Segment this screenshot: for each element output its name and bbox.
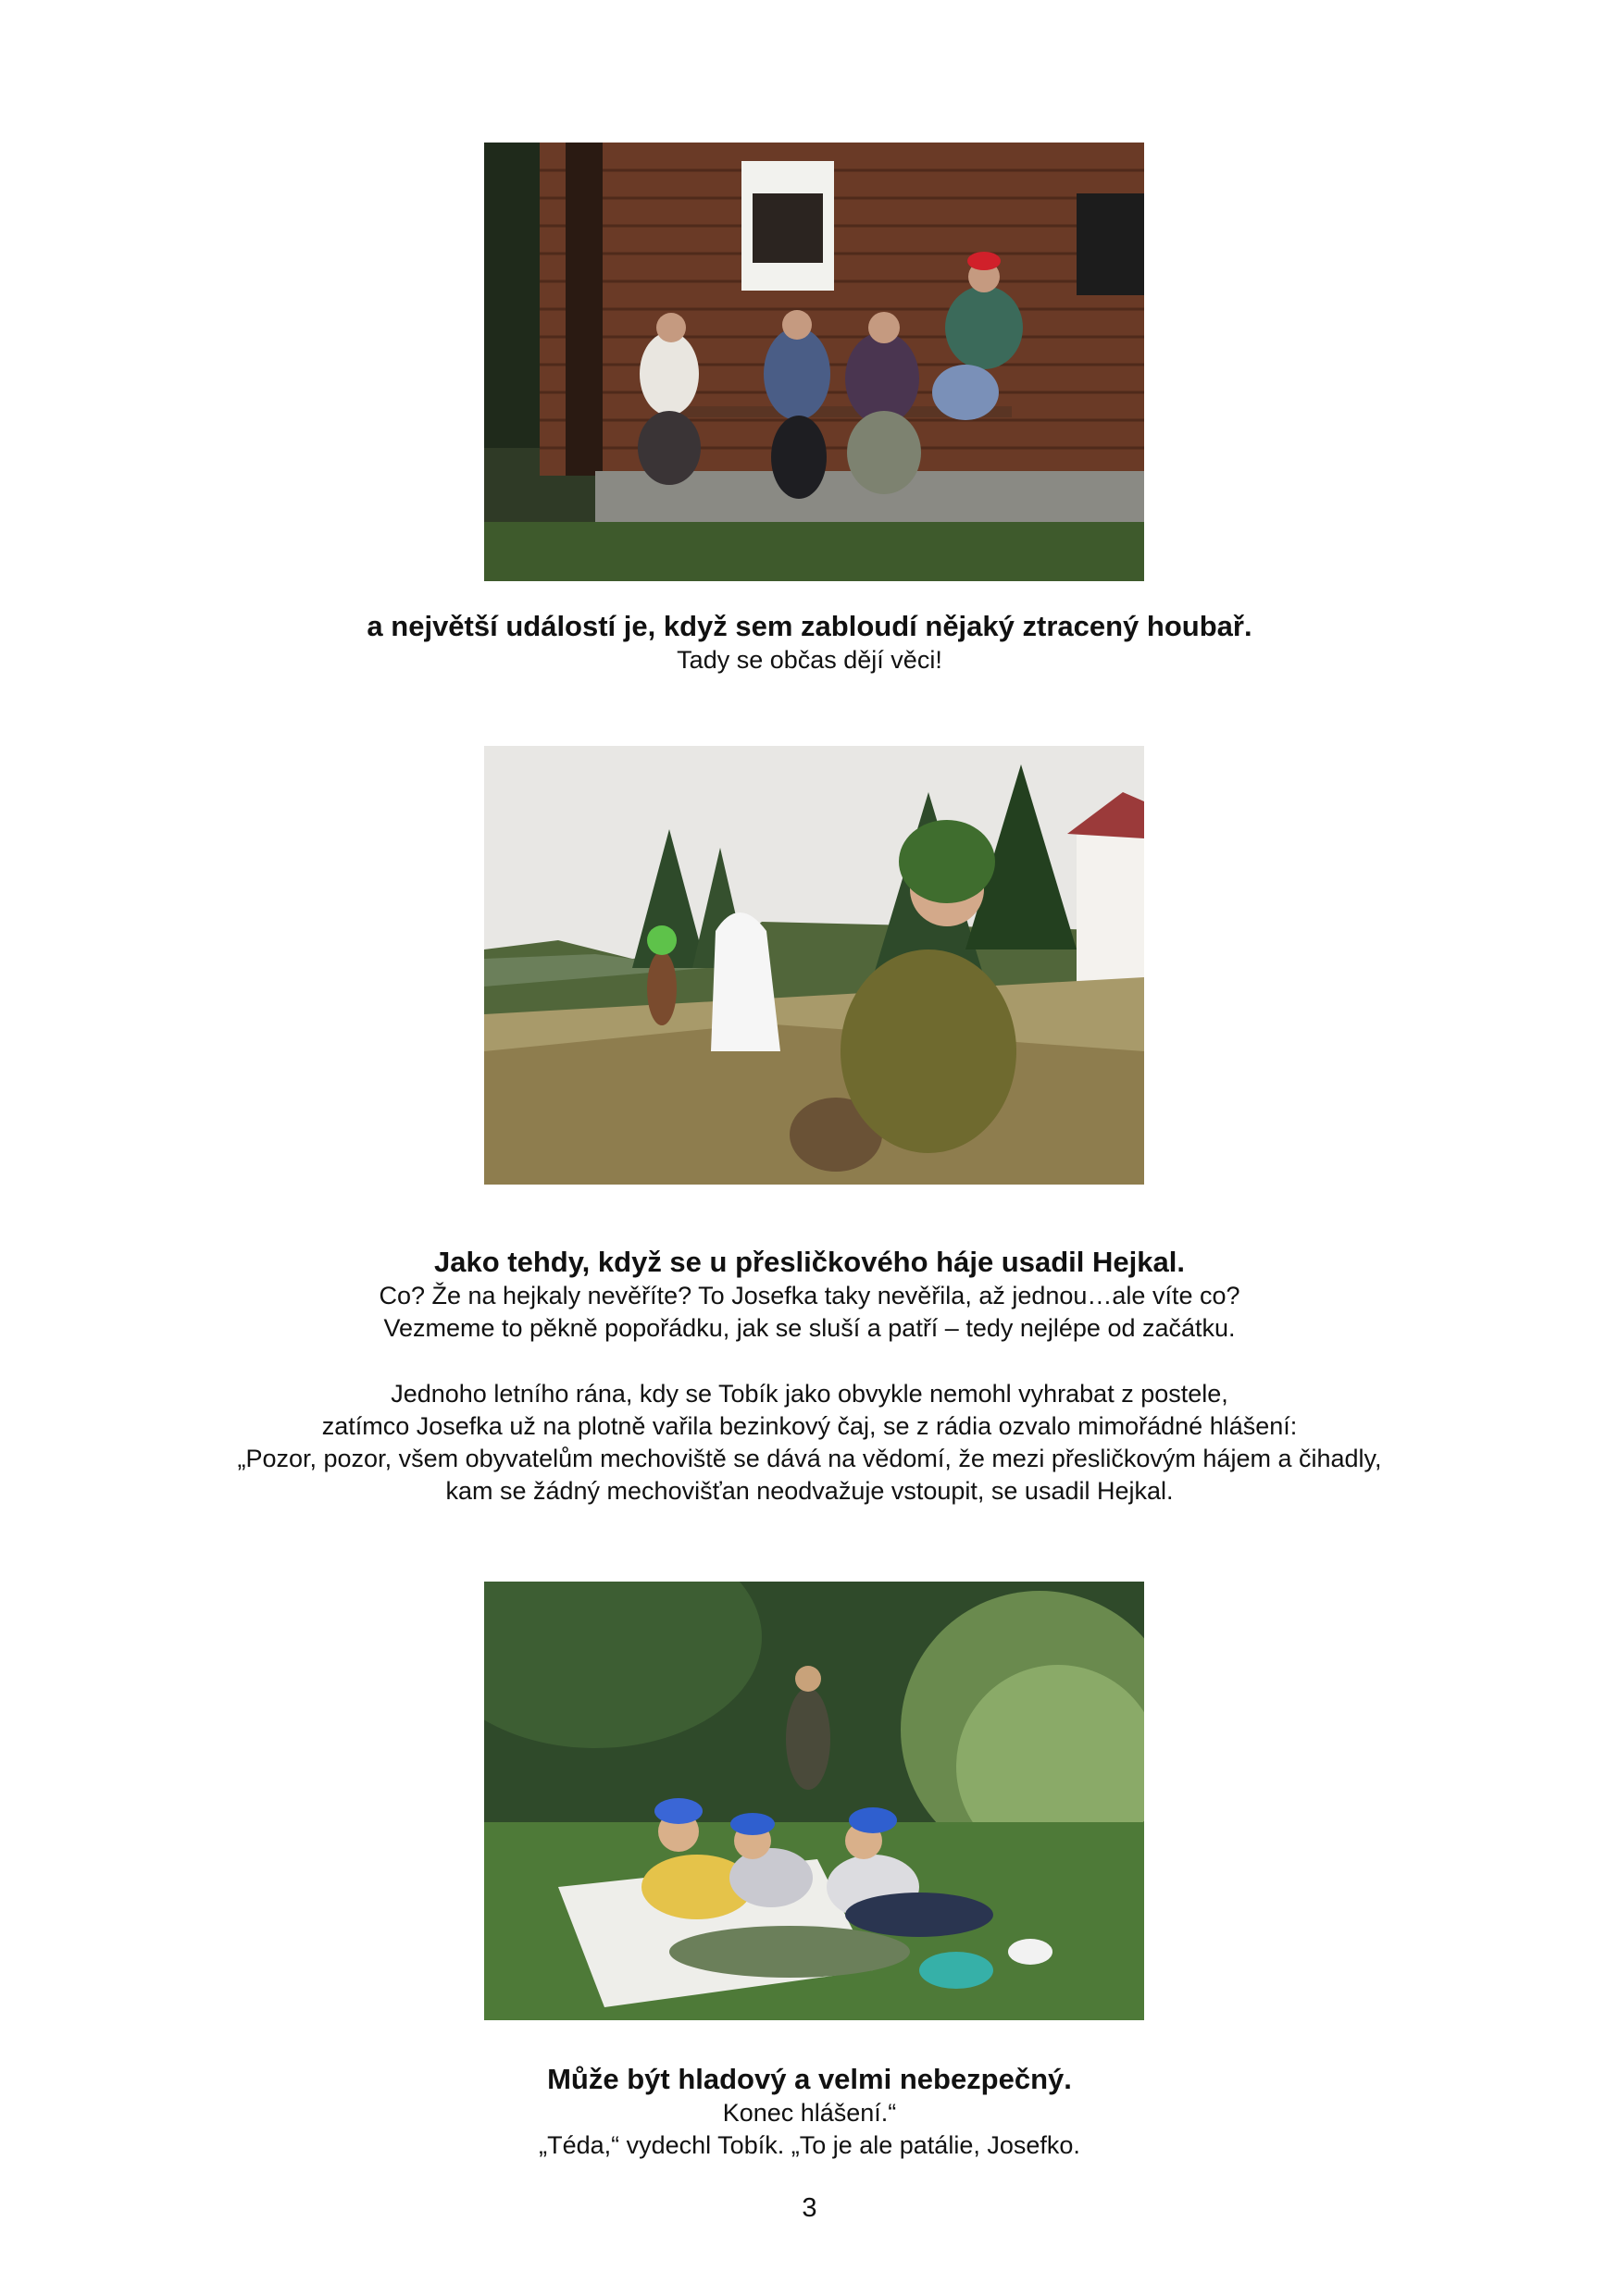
caption-3-line-2: „Téda,“ vydechl Tobík. „To je ale patálie, Josefko. <box>539 2131 1080 2159</box>
caption-3-line-1: Konec hlášení.“ <box>722 2099 897 2127</box>
caption-2 <box>0 1245 1619 1508</box>
photo-meadow-hejkal <box>484 746 1144 1185</box>
photo-children-grass <box>484 1582 1144 2020</box>
caption-3-heading: Může být hladový a velmi nebezpečný. <box>547 2063 1072 2095</box>
page-number: 3 <box>802 2193 817 2223</box>
paragraph-line-4: kam se žádný mechovišťan neodvažuje vstoupit, se usadil Hejkal. <box>445 1477 1174 1505</box>
caption-2-line-2: Vezmeme to pěkně popořádku, jak se sluší a patří – tedy nejlépe od začátku. <box>383 1314 1236 1342</box>
caption-1-line: Tady se občas dějí věci! <box>677 646 942 674</box>
caption-1 <box>0 609 1619 676</box>
caption-2-line-1: Co? Že na hejkaly nevěříte? To Josefka taky nevěřila, až jednou…ale víte co? <box>379 1282 1240 1309</box>
photo-cabin-bench <box>484 143 1144 581</box>
paragraph-line-1: Jednoho letního rána, kdy se Tobík jako obvykle nemohl vyhrabat z postele, <box>391 1380 1228 1408</box>
caption-1-heading: a největší událostí je, když sem zabloudí nějaký ztracený houbař. <box>367 610 1252 642</box>
paragraph-line-3: „Pozor, pozor, všem obyvatelům mechoviště se dává na vědomí, že mezi přesličkovým hájem a čihadly, <box>237 1445 1382 1472</box>
caption-2-heading: Jako tehdy, když se u přesličkového háje usadil Hejkal. <box>434 1246 1185 1278</box>
caption-3 <box>0 2062 1619 2162</box>
paragraph-line-2: zatímco Josefka už na plotně vařila bezinkový čaj, se z rádia ozvalo mimořádné hlášení: <box>321 1412 1298 1440</box>
